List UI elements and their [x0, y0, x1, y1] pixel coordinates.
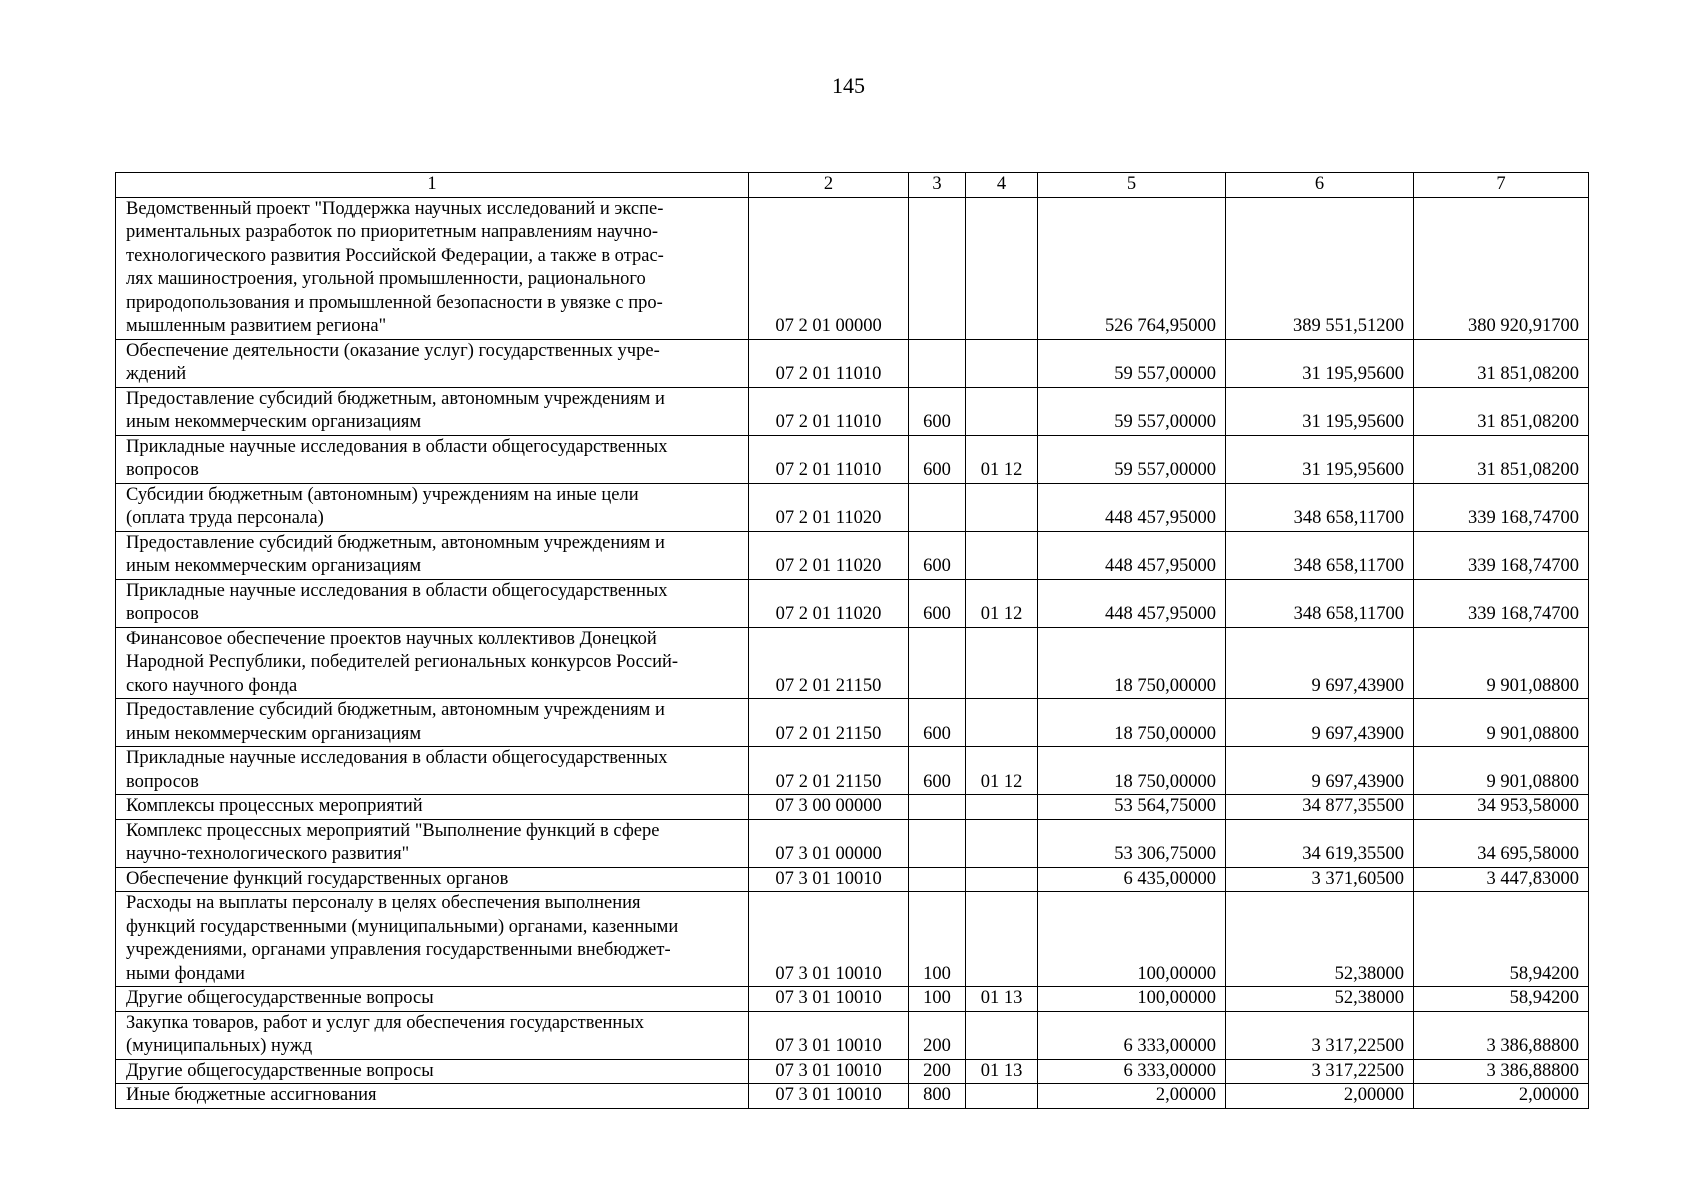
expense-name-line: Прикладные научные исследования в области общегосударственных — [126, 580, 668, 601]
target-code-cell: 07 2 01 11020 — [749, 531, 909, 579]
expense-name-line: вопросов — [126, 460, 199, 480]
expense-name-line: (оплата труда персонала) — [126, 508, 324, 528]
section-code-cell — [966, 197, 1038, 339]
expense-name-cell — [116, 699, 749, 747]
table-row — [116, 1059, 1589, 1084]
amount-col6-cell: 31 195,95600 — [1226, 435, 1414, 483]
section-code-cell — [966, 531, 1038, 579]
table-row — [116, 747, 1589, 795]
expense-name-line: вопросов — [126, 604, 199, 624]
amount-col6-cell: 9 697,43900 — [1226, 627, 1414, 699]
expense-name-line: риментальных разработок по приоритетным направлениям научно- — [126, 222, 658, 242]
table-row — [116, 197, 1589, 339]
expense-name-line: научно-технологического развития" — [126, 844, 410, 864]
amount-col6-cell: 348 658,11700 — [1226, 579, 1414, 627]
amount-col5-cell: 6 333,00000 — [1038, 1011, 1226, 1059]
expense-name-line: мышленным развитием региона" — [126, 316, 387, 336]
expense-name-line: Комплекс процессных мероприятий "Выполнение функций в сфере — [126, 820, 660, 841]
amount-col7-cell: 9 901,08800 — [1414, 699, 1589, 747]
expense-name-cell — [116, 435, 749, 483]
table-row — [116, 819, 1589, 867]
amount-col5-cell: 526 764,95000 — [1038, 197, 1226, 339]
column-header-3: 3 — [909, 173, 966, 198]
amount-col6-cell: 31 195,95600 — [1226, 387, 1414, 435]
expense-name-line: ными фондами — [126, 963, 245, 984]
amount-col5-cell: 448 457,95000 — [1038, 483, 1226, 531]
table-row — [116, 795, 1589, 820]
amount-col6-cell: 2,00000 — [1226, 1084, 1414, 1109]
expense-name-cell — [116, 867, 749, 892]
expense-name-line: лях машиностроения, угольной промышленности, рационального — [126, 269, 646, 289]
amount-col6-cell: 52,38000 — [1226, 892, 1414, 987]
expense-type-cell: 800 — [909, 1084, 966, 1109]
expense-type-cell: 100 — [909, 987, 966, 1012]
page-number: 145 — [832, 73, 865, 98]
amount-col6-cell: 389 551,51200 — [1226, 197, 1414, 339]
expense-name-line: Ведомственный проект "Поддержка научных исследований и экспе- — [126, 198, 664, 219]
expense-name-line: Субсидии бюджетным (автономным) учреждениям на иные цели — [126, 484, 639, 505]
expense-name-line: Предоставление субсидий бюджетным, автономным учреждениям и — [126, 388, 665, 409]
section-code-cell — [966, 699, 1038, 747]
expense-name-line: учреждениями, органами управления государственными внебюджет- — [126, 940, 671, 960]
section-code-cell: 01 12 — [966, 579, 1038, 627]
amount-col6-cell: 9 697,43900 — [1226, 699, 1414, 747]
expense-name-cell — [116, 387, 749, 435]
table-row — [116, 867, 1589, 892]
target-code-cell: 07 2 01 00000 — [749, 197, 909, 339]
amount-col7-cell: 31 851,08200 — [1414, 435, 1589, 483]
amount-col5-cell: 59 557,00000 — [1038, 339, 1226, 387]
expense-type-cell: 600 — [909, 531, 966, 579]
table-row — [116, 892, 1589, 987]
expense-type-cell: 200 — [909, 1011, 966, 1059]
target-code-cell: 07 2 01 11010 — [749, 339, 909, 387]
amount-col5-cell: 6 435,00000 — [1038, 867, 1226, 892]
expense-name-line: функций государственными (муниципальными) органами, казенными — [126, 916, 679, 937]
expense-name-cell — [116, 579, 749, 627]
table-row — [116, 627, 1589, 699]
expense-name-cell — [116, 747, 749, 795]
target-code-cell: 07 2 01 11020 — [749, 579, 909, 627]
amount-col6-cell: 34 877,35500 — [1226, 795, 1414, 820]
expense-type-cell: 600 — [909, 387, 966, 435]
amount-col6-cell: 3 371,60500 — [1226, 867, 1414, 892]
amount-col6-cell: 34 619,35500 — [1226, 819, 1414, 867]
amount-col7-cell: 34 695,58000 — [1414, 819, 1589, 867]
expense-name-line: иным некоммерческим организациям — [126, 723, 422, 744]
amount-col7-cell: 3 447,83000 — [1414, 867, 1589, 892]
amount-col5-cell: 448 457,95000 — [1038, 531, 1226, 579]
section-code-cell: 01 12 — [966, 747, 1038, 795]
amount-col7-cell: 31 851,08200 — [1414, 387, 1589, 435]
target-code-cell: 07 3 01 10010 — [749, 867, 909, 892]
expense-type-cell: 200 — [909, 1059, 966, 1084]
expense-name-line: Народной Республики, победителей региональных конкурсов Россий- — [126, 652, 679, 672]
amount-col5-cell: 6 333,00000 — [1038, 1059, 1226, 1084]
target-code-cell: 07 3 01 10010 — [749, 1059, 909, 1084]
expense-name-line: природопользования и промышленной безопасности в увязке с про- — [126, 292, 663, 313]
expense-type-cell — [909, 627, 966, 699]
expense-name-line: ждений — [126, 364, 187, 384]
table-row — [116, 435, 1589, 483]
target-code-cell: 07 3 01 00000 — [749, 819, 909, 867]
expense-type-cell: 600 — [909, 579, 966, 627]
amount-col7-cell: 339 168,74700 — [1414, 579, 1589, 627]
column-header-2: 2 — [749, 173, 909, 198]
amount-col6-cell: 348 658,11700 — [1226, 483, 1414, 531]
amount-col6-cell: 348 658,11700 — [1226, 531, 1414, 579]
column-header-5: 5 — [1038, 173, 1226, 198]
section-code-cell — [966, 795, 1038, 820]
expense-name-line: (муниципальных) нужд — [126, 1036, 313, 1056]
table-row — [116, 483, 1589, 531]
amount-col5-cell: 448 457,95000 — [1038, 579, 1226, 627]
expense-type-cell — [909, 339, 966, 387]
expense-name-cell — [116, 795, 749, 820]
column-header-7: 7 — [1414, 173, 1589, 198]
amount-col7-cell: 2,00000 — [1414, 1084, 1589, 1109]
table-row — [116, 579, 1589, 627]
expense-type-cell — [909, 819, 966, 867]
section-code-cell: 01 13 — [966, 987, 1038, 1012]
expense-name-line: Обеспечение функций государственных органов — [126, 868, 509, 889]
expense-type-cell: 600 — [909, 435, 966, 483]
table-row — [116, 987, 1589, 1012]
target-code-cell: 07 3 00 00000 — [749, 795, 909, 820]
table-row — [116, 387, 1589, 435]
amount-col5-cell: 53 564,75000 — [1038, 795, 1226, 820]
amount-col7-cell: 9 901,08800 — [1414, 747, 1589, 795]
table-row — [116, 699, 1589, 747]
expense-name-line: ского научного фонда — [126, 675, 298, 696]
amount-col7-cell: 3 386,88800 — [1414, 1059, 1589, 1084]
section-code-cell — [966, 627, 1038, 699]
amount-col6-cell: 31 195,95600 — [1226, 339, 1414, 387]
expense-name-cell — [116, 627, 749, 699]
target-code-cell: 07 3 01 10010 — [749, 892, 909, 987]
amount-col5-cell: 59 557,00000 — [1038, 435, 1226, 483]
expense-name-line: вопросов — [126, 771, 199, 792]
amount-col7-cell: 58,94200 — [1414, 892, 1589, 987]
section-code-cell — [966, 387, 1038, 435]
amount-col7-cell: 9 901,08800 — [1414, 627, 1589, 699]
section-code-cell — [966, 867, 1038, 892]
target-code-cell: 07 3 01 10010 — [749, 1084, 909, 1109]
expense-name-cell — [116, 197, 749, 339]
amount-col5-cell: 59 557,00000 — [1038, 387, 1226, 435]
amount-col5-cell: 18 750,00000 — [1038, 627, 1226, 699]
amount-col6-cell: 9 697,43900 — [1226, 747, 1414, 795]
target-code-cell: 07 3 01 10010 — [749, 1011, 909, 1059]
header-row — [116, 173, 1589, 198]
expense-type-cell: 600 — [909, 699, 966, 747]
expense-name-line: Обеспечение деятельности (оказание услуг) государственных учре- — [126, 340, 660, 361]
column-header-1: 1 — [116, 173, 749, 198]
amount-col7-cell: 339 168,74700 — [1414, 483, 1589, 531]
target-code-cell: 07 2 01 21150 — [749, 699, 909, 747]
amount-col7-cell: 380 920,91700 — [1414, 197, 1589, 339]
section-code-cell — [966, 483, 1038, 531]
table-row — [116, 1011, 1589, 1059]
amount-col7-cell: 339 168,74700 — [1414, 531, 1589, 579]
expense-name-line: иным некоммерческим организациям — [126, 556, 422, 576]
expense-name-line: Другие общегосударственные вопросы — [126, 1060, 434, 1081]
amount-col6-cell: 3 317,22500 — [1226, 1011, 1414, 1059]
section-code-cell: 01 12 — [966, 435, 1038, 483]
table-row — [116, 1084, 1589, 1109]
amount-col5-cell: 100,00000 — [1038, 892, 1226, 987]
expense-name-line: Закупка товаров, работ и услуг для обеспечения государственных — [126, 1012, 645, 1033]
expense-name-line: технологического развития Российской Федерации, а также в отрас- — [126, 245, 664, 266]
table-body — [116, 197, 1589, 1108]
expense-name-line: иным некоммерческим организациям — [126, 412, 422, 432]
section-code-cell — [966, 892, 1038, 987]
expense-type-cell — [909, 197, 966, 339]
amount-col5-cell: 18 750,00000 — [1038, 747, 1226, 795]
expense-type-cell — [909, 483, 966, 531]
expense-type-cell — [909, 867, 966, 892]
expense-name-line: Предоставление субсидий бюджетным, автономным учреждениям и — [126, 700, 665, 720]
expense-name-cell — [116, 1059, 749, 1084]
expense-name-cell — [116, 819, 749, 867]
expense-name-line: Другие общегосударственные вопросы — [126, 988, 434, 1008]
target-code-cell: 07 2 01 11010 — [749, 387, 909, 435]
table-row — [116, 339, 1589, 387]
section-code-cell — [966, 339, 1038, 387]
amount-col6-cell: 52,38000 — [1226, 987, 1414, 1012]
expense-name-line: Комплексы процессных мероприятий — [126, 796, 423, 816]
section-code-cell — [966, 1011, 1038, 1059]
amount-col6-cell: 3 317,22500 — [1226, 1059, 1414, 1084]
expense-name-line: Предоставление субсидий бюджетным, автономным учреждениям и — [126, 532, 665, 553]
column-header-4: 4 — [966, 173, 1038, 198]
expense-name-cell — [116, 483, 749, 531]
expense-type-cell: 100 — [909, 892, 966, 987]
expense-name-line: Расходы на выплаты персоналу в целях обеспечения выполнения — [126, 893, 641, 913]
section-code-cell: 01 13 — [966, 1059, 1038, 1084]
amount-col7-cell: 31 851,08200 — [1414, 339, 1589, 387]
target-code-cell: 07 3 01 10010 — [749, 987, 909, 1012]
amount-col5-cell: 2,00000 — [1038, 1084, 1226, 1109]
expense-name-cell — [116, 1084, 749, 1109]
target-code-cell: 07 2 01 11010 — [749, 435, 909, 483]
section-code-cell — [966, 819, 1038, 867]
table-row — [116, 531, 1589, 579]
expense-name-cell — [116, 1011, 749, 1059]
expense-type-cell — [909, 795, 966, 820]
budget-table — [115, 172, 1589, 1109]
expense-name-cell — [116, 987, 749, 1012]
column-header-6: 6 — [1226, 173, 1414, 198]
expense-name-line: Прикладные научные исследования в области общегосударственных — [126, 748, 668, 768]
target-code-cell: 07 2 01 11020 — [749, 483, 909, 531]
expense-name-cell — [116, 531, 749, 579]
amount-col5-cell: 53 306,75000 — [1038, 819, 1226, 867]
amount-col5-cell: 18 750,00000 — [1038, 699, 1226, 747]
amount-col7-cell: 58,94200 — [1414, 987, 1589, 1012]
target-code-cell: 07 2 01 21150 — [749, 627, 909, 699]
expense-name-cell — [116, 892, 749, 987]
expense-name-line: Прикладные научные исследования в области общегосударственных — [126, 436, 668, 457]
amount-col5-cell: 100,00000 — [1038, 987, 1226, 1012]
target-code-cell: 07 2 01 21150 — [749, 747, 909, 795]
section-code-cell — [966, 1084, 1038, 1109]
amount-col7-cell: 3 386,88800 — [1414, 1011, 1589, 1059]
expense-type-cell: 600 — [909, 747, 966, 795]
expense-name-line: Финансовое обеспечение проектов научных коллективов Донецкой — [126, 628, 657, 649]
expense-name-cell — [116, 339, 749, 387]
expense-name-line: Иные бюджетные ассигнования — [126, 1085, 377, 1105]
amount-col7-cell: 34 953,58000 — [1414, 795, 1589, 820]
